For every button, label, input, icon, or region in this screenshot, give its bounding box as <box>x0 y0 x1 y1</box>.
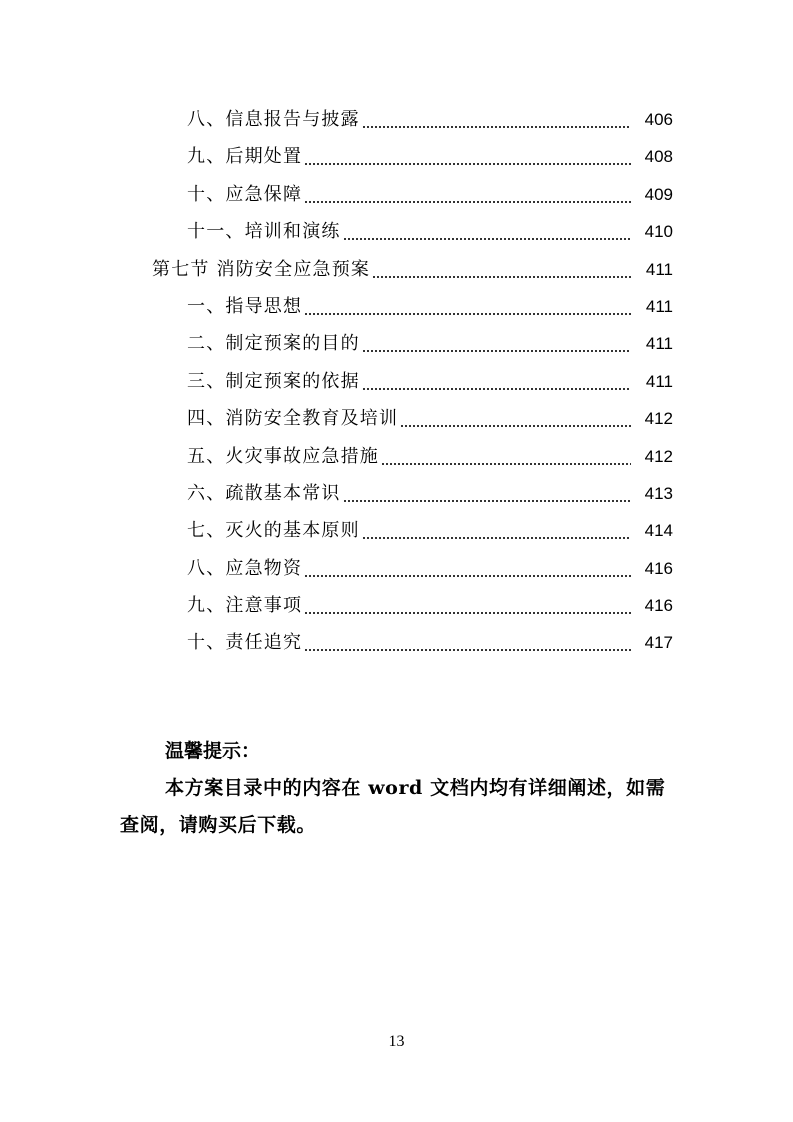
toc-leader-dots <box>343 213 631 250</box>
toc-entry[interactable] <box>0 400 793 437</box>
toc-entry[interactable] <box>0 138 793 175</box>
toc-entry-label: 一、指导思想 <box>187 295 303 317</box>
toc-entry-page: 416 <box>644 558 673 578</box>
toc-entry-label: 九、注意事项 <box>187 595 303 617</box>
toc-entry[interactable] <box>0 176 793 213</box>
toc-entry-page: 412 <box>644 446 673 466</box>
notice-body: 本方案目录中的内容在 word 文档内均有详细阐述，如需查阅，请购买后下载。 <box>120 777 666 836</box>
toc-entry-label: 八、应急物资 <box>187 557 303 579</box>
toc-entry-label: 二、制定预案的目的 <box>187 333 360 355</box>
toc-leader-dots <box>362 363 631 400</box>
toc-entry-page: 406 <box>644 110 673 129</box>
toc-entry-page: 412 <box>644 409 673 429</box>
toc-leader-dots <box>362 101 631 138</box>
toc-entry-label: 十一、培训和演练 <box>187 221 341 243</box>
toc-leader-dots <box>343 475 631 512</box>
toc-leader-dots <box>362 325 631 362</box>
toc-entry-page: 408 <box>644 147 673 167</box>
toc-leader-dots <box>304 288 631 325</box>
toc-leader-dots <box>304 550 631 587</box>
toc-entry-page: 413 <box>644 483 673 503</box>
toc-leader-dots <box>304 138 631 175</box>
table-of-contents <box>0 101 793 662</box>
toc-entry-label: 九、后期处置 <box>187 146 303 168</box>
toc-entry[interactable] <box>0 475 793 512</box>
toc-entry[interactable] <box>0 213 793 250</box>
page-number: 13 <box>388 1033 405 1050</box>
toc-entry-page: 411 <box>645 259 673 279</box>
toc-section-entry[interactable] <box>0 251 793 288</box>
toc-entry[interactable] <box>0 438 793 475</box>
toc-entry[interactable] <box>0 288 793 325</box>
toc-leader-dots <box>362 512 631 549</box>
notice-block <box>120 733 680 844</box>
toc-entry-label: 六、疏散基本常识 <box>187 482 341 504</box>
toc-entry-page: 411 <box>645 334 673 354</box>
toc-entry-page: 411 <box>645 371 673 391</box>
toc-entry-label: 五、火灾事故应急措施 <box>187 445 379 467</box>
toc-entry[interactable] <box>0 325 793 362</box>
toc-entry[interactable] <box>0 512 793 549</box>
toc-leader-dots <box>304 587 631 624</box>
toc-entry[interactable] <box>0 101 793 138</box>
toc-entry[interactable] <box>0 624 793 661</box>
toc-entry-label: 十、应急保障 <box>187 183 303 205</box>
toc-leader-dots <box>381 438 631 475</box>
toc-leader-dots <box>400 400 631 437</box>
toc-entry-page: 411 <box>645 296 673 316</box>
toc-leader-dots <box>304 624 631 661</box>
toc-entry-page: 416 <box>644 596 673 616</box>
toc-entry-page: 409 <box>644 184 673 204</box>
toc-entry-label: 四、消防安全教育及培训 <box>187 408 399 430</box>
toc-entry-label: 三、制定预案的依据 <box>187 370 360 392</box>
toc-entry[interactable] <box>0 363 793 400</box>
toc-entry-label: 八、信息报告与披露 <box>187 109 360 130</box>
toc-entry-label: 第七节 消防安全应急预案 <box>152 258 371 280</box>
notice-title: 温馨提示： <box>165 740 261 762</box>
toc-entry-label: 七、灭火的基本原则 <box>187 520 360 542</box>
toc-entry[interactable] <box>0 587 793 624</box>
toc-leader-dots <box>304 176 631 213</box>
toc-entry-page: 417 <box>644 633 673 653</box>
toc-entry-page: 414 <box>644 521 673 541</box>
toc-entry-label: 十、责任追究 <box>187 632 303 654</box>
toc-leader-dots <box>372 251 631 288</box>
toc-entry[interactable] <box>0 550 793 587</box>
toc-entry-page: 410 <box>644 222 673 242</box>
